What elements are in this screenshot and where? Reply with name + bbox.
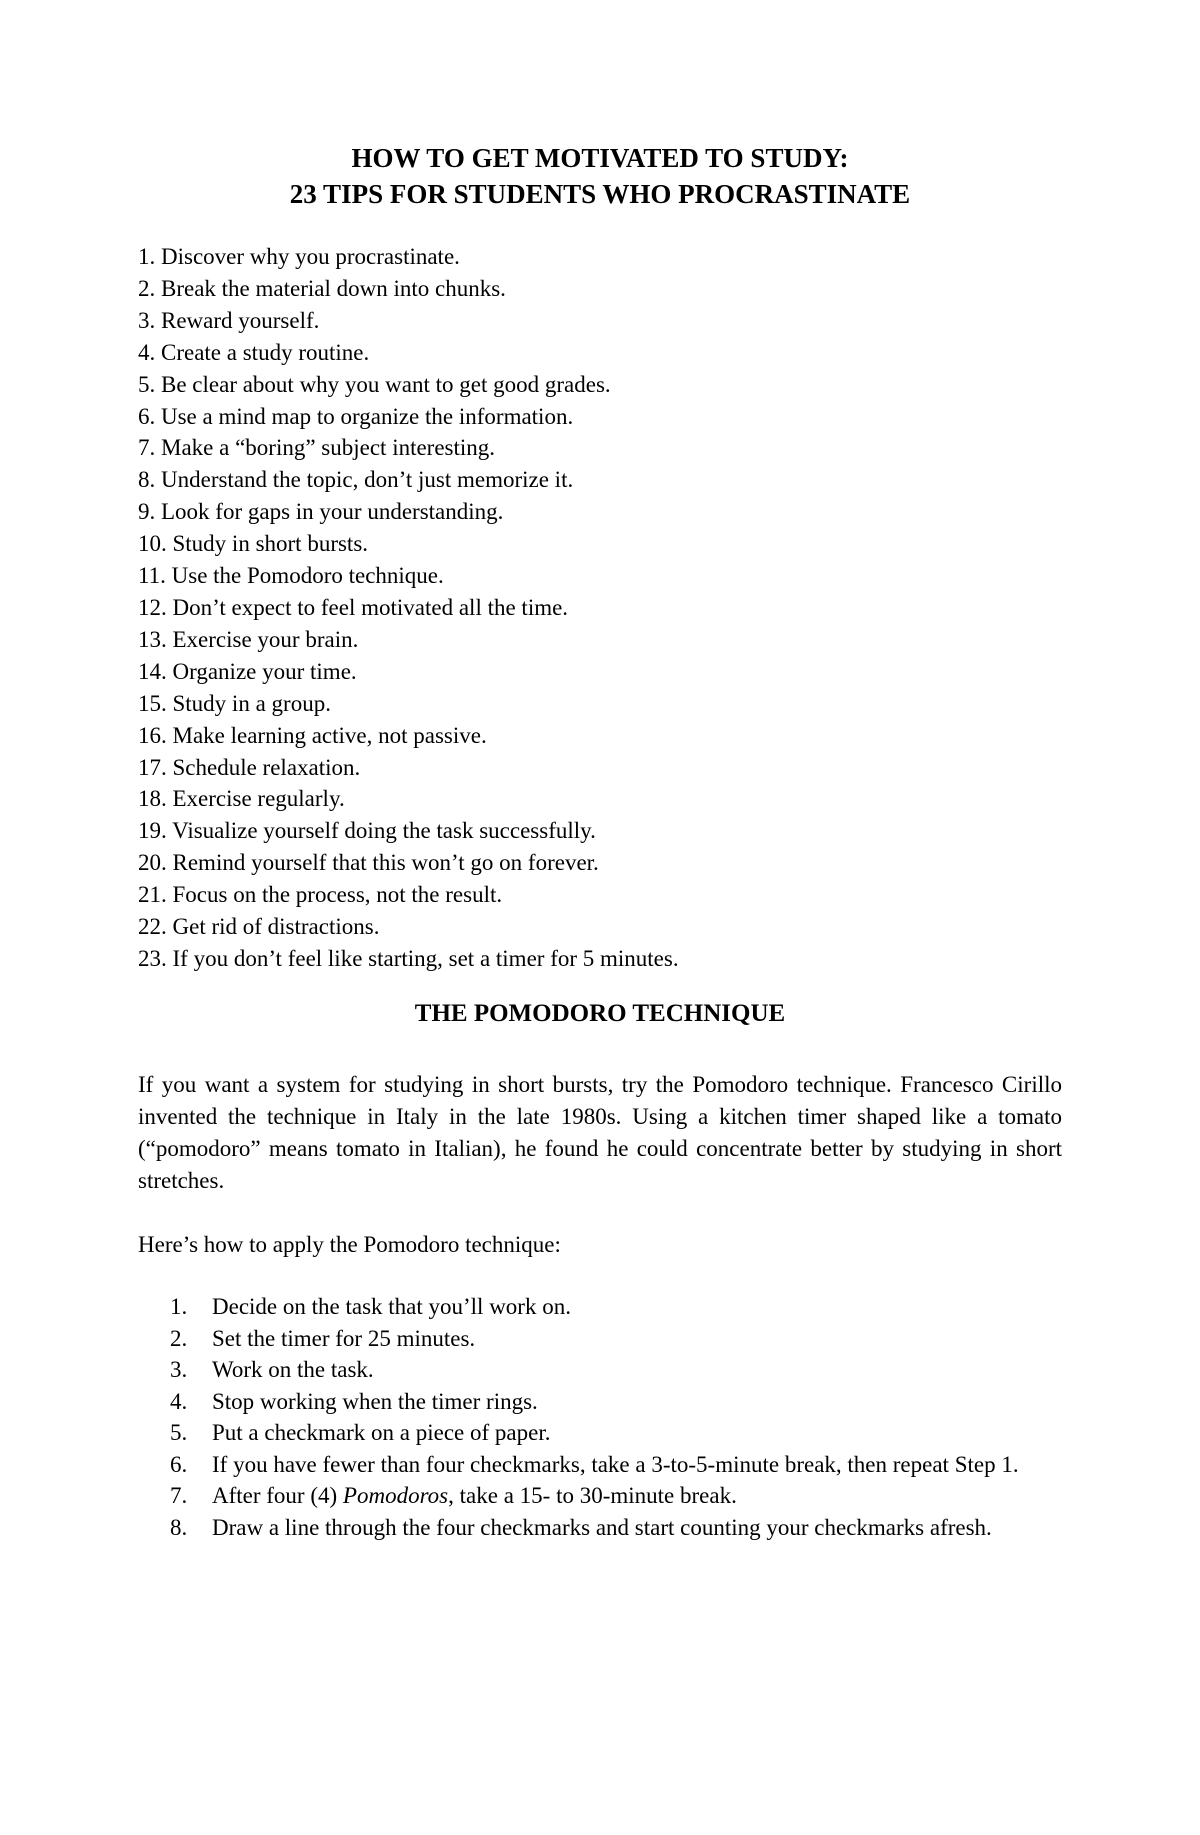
tip-item: 9. Look for gaps in your understanding.: [138, 499, 504, 525]
step-item: [170, 1512, 1062, 1544]
section-heading: THE POMODORO TECHNIQUE: [414, 1000, 786, 1027]
steps-intro: Here’s how to apply the Pomodoro technique:: [138, 1232, 561, 1257]
tip-item: 21. Focus on the process, not the result.: [138, 882, 503, 908]
step-text: Stop working when the timer rings.: [212, 1388, 538, 1414]
step-text: Set the timer for 25 minutes.: [212, 1325, 476, 1351]
document-title: [0, 140, 1200, 212]
step-number: 4.: [170, 1388, 188, 1414]
tip-item: 15. Study in a group.: [138, 690, 331, 716]
tip-item: 16. Make learning active, not passive.: [138, 722, 487, 748]
tip-item: 5. Be clear about why you want to get good grades.: [138, 371, 611, 397]
step-text-before: After four (4): [212, 1483, 343, 1508]
title-line-1: HOW TO GET MOTIVATED TO STUDY:: [351, 143, 849, 173]
step-text-italic: Pomodoros: [342, 1483, 449, 1508]
tip-item: 18. Exercise regularly.: [138, 786, 345, 812]
step-number: 6.: [170, 1451, 188, 1477]
step-item: [170, 1323, 1062, 1355]
step-text: Put a checkmark on a piece of paper.: [212, 1420, 551, 1445]
step-text-after: , take a 15- to 30-minute break.: [448, 1483, 737, 1508]
tip-item: 19. Visualize yourself doing the task successfully.: [138, 818, 596, 844]
tip-item: 3. Reward yourself.: [138, 307, 320, 333]
step-number: 7.: [170, 1483, 188, 1508]
step-text: [212, 1480, 1062, 1512]
step-number: 5.: [170, 1420, 188, 1445]
step-text: If you have fewer than four checkmarks, take a 3-to-5-minute break, then repeat Step 1.: [212, 1451, 1019, 1477]
tip-item: 12. Don’t expect to feel motivated all the time.: [138, 594, 569, 620]
step-item: [170, 1386, 1062, 1418]
step-number: 3.: [170, 1357, 188, 1382]
tip-item: 2. Break the material down into chunks.: [138, 275, 506, 301]
step-item: [170, 1417, 1062, 1449]
step-item: [170, 1354, 1062, 1386]
step-text: Decide on the task that you’ll work on.: [212, 1294, 571, 1319]
step-text: Work on the task.: [212, 1357, 374, 1382]
step-number: 2.: [170, 1325, 188, 1351]
step-item: [170, 1449, 1062, 1481]
tip-item: 6. Use a mind map to organize the information.: [138, 403, 574, 429]
tip-item: 10. Study in short bursts.: [138, 531, 369, 557]
pomodoro-paragraph: If you want a system for studying in short bursts, try the Pomodoro technique. Francesco Cirillo invented the technique in Italy in the late 1980s. Using a kitchen timer shaped like a tomato (“pomodoro” means tomato in Italian), he found he could concentrate better by studying in short stretches.: [138, 1072, 1062, 1193]
tip-item: 13. Exercise your brain.: [138, 626, 359, 652]
tip-item: 14. Organize your time.: [138, 658, 357, 684]
step-text: Draw a line through the four checkmarks and start counting your checkmarks afresh.: [212, 1514, 992, 1540]
tip-item: 23. If you don’t feel like starting, set a timer for 5 minutes.: [138, 945, 679, 971]
step-number: 8.: [170, 1514, 188, 1540]
tip-item: 1. Discover why you procrastinate.: [138, 244, 460, 269]
step-item: [170, 1291, 1062, 1323]
tip-item: 22. Get rid of distractions.: [138, 914, 380, 940]
step-number: 1.: [170, 1294, 188, 1319]
tip-item: 7. Make a “boring” subject interesting.: [138, 435, 496, 461]
tip-item: 8. Understand the topic, don’t just memorize it.: [138, 467, 574, 493]
tip-item: 11. Use the Pomodoro technique.: [138, 563, 444, 589]
step-item: [170, 1480, 1062, 1512]
tip-item: 20. Remind yourself that this won’t go on forever.: [138, 850, 599, 876]
tips-list: [138, 241, 679, 975]
tip-item: 4. Create a study routine.: [138, 339, 370, 365]
title-line-2: 23 TIPS FOR STUDENTS WHO PROCRASTINATE: [289, 179, 911, 209]
steps-list: [170, 1291, 1062, 1543]
tip-item: 17. Schedule relaxation.: [138, 754, 361, 780]
